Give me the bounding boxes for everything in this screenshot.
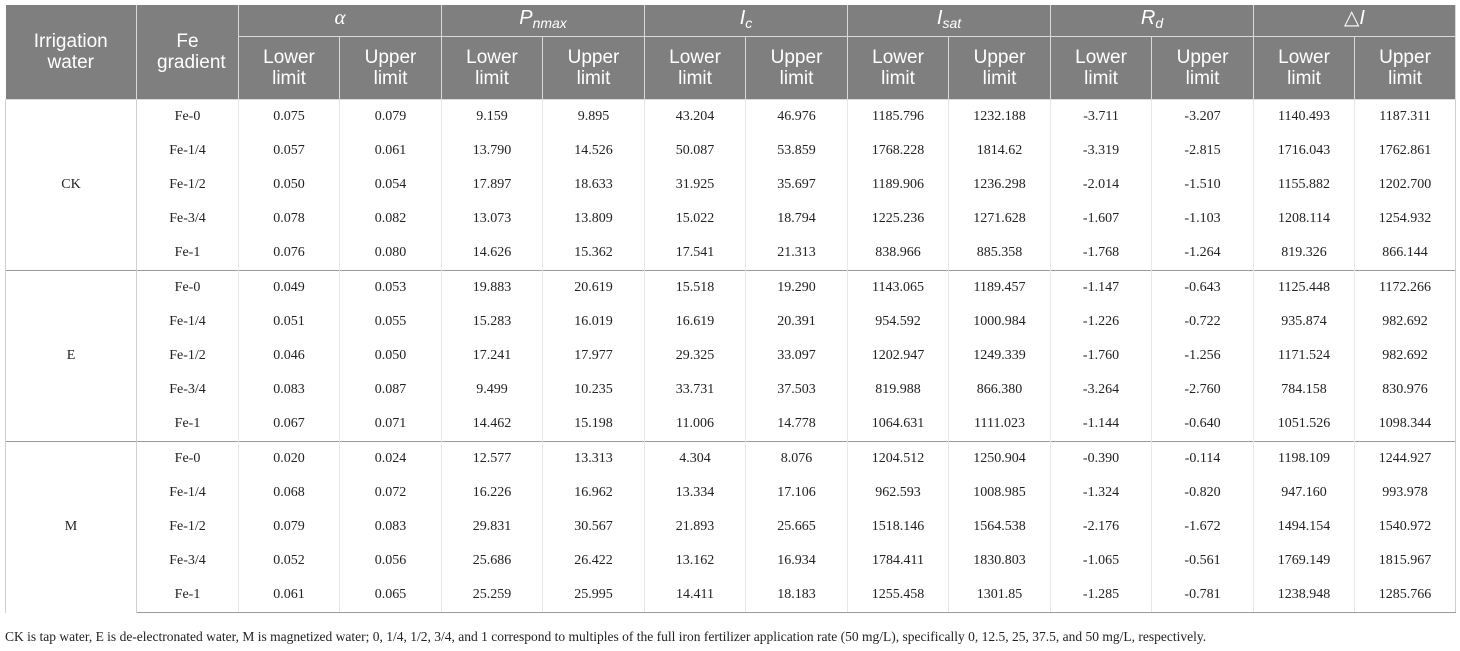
- value-cell: 12.577: [442, 442, 543, 477]
- value-cell: 819.326: [1254, 236, 1355, 271]
- value-cell: 1494.154: [1254, 510, 1355, 544]
- value-cell: 1249.339: [949, 339, 1051, 373]
- value-cell: 17.541: [645, 236, 746, 271]
- value-cell: 0.020: [239, 442, 340, 477]
- value-cell: 25.995: [543, 578, 645, 613]
- value-cell: 14.626: [442, 236, 543, 271]
- value-cell: 0.054: [340, 168, 442, 202]
- header-irrigation-water: Irrigation water: [6, 5, 137, 100]
- value-cell: 0.061: [340, 134, 442, 168]
- value-cell: 15.518: [645, 271, 746, 306]
- value-cell: 0.068: [239, 476, 340, 510]
- value-cell: 1830.803: [949, 544, 1051, 578]
- value-cell: 1140.493: [1254, 100, 1355, 135]
- fe-gradient-cell: Fe-1: [137, 236, 239, 271]
- value-cell: -2.176: [1051, 510, 1152, 544]
- header-group-rd: $R_d$: [1051, 5, 1254, 37]
- value-cell: 13.313: [543, 442, 645, 477]
- irrigation-water-cell: E: [6, 271, 137, 442]
- value-cell: 982.692: [1355, 339, 1456, 373]
- value-cell: 53.859: [746, 134, 848, 168]
- fe-gradient-cell: Fe-0: [137, 442, 239, 477]
- value-cell: 25.665: [746, 510, 848, 544]
- value-cell: -1.065: [1051, 544, 1152, 578]
- header-upper-limit: Upper limit: [746, 37, 848, 100]
- value-cell: -1.768: [1051, 236, 1152, 271]
- table-row: [6, 236, 1456, 271]
- value-cell: 0.071: [340, 407, 442, 442]
- value-cell: 1784.411: [848, 544, 949, 578]
- value-cell: 17.106: [746, 476, 848, 510]
- value-cell: 25.259: [442, 578, 543, 613]
- value-cell: 30.567: [543, 510, 645, 544]
- value-cell: -1.285: [1051, 578, 1152, 613]
- value-cell: 954.592: [848, 305, 949, 339]
- value-cell: -1.147: [1051, 271, 1152, 306]
- fe-gradient-cell: Fe-1/4: [137, 476, 239, 510]
- value-cell: 0.049: [239, 271, 340, 306]
- table-row: [6, 168, 1456, 202]
- header-lower-limit: Lower limit: [442, 37, 543, 100]
- value-cell: 1250.904: [949, 442, 1051, 477]
- value-cell: -1.264: [1152, 236, 1254, 271]
- value-cell: 19.883: [442, 271, 543, 306]
- value-cell: 16.226: [442, 476, 543, 510]
- value-cell: 20.619: [543, 271, 645, 306]
- value-cell: -2.014: [1051, 168, 1152, 202]
- value-cell: 1172.266: [1355, 271, 1456, 306]
- value-cell: -1.103: [1152, 202, 1254, 236]
- value-cell: 1564.538: [949, 510, 1051, 544]
- value-cell: -3.711: [1051, 100, 1152, 135]
- value-cell: 0.046: [239, 339, 340, 373]
- value-cell: 866.144: [1355, 236, 1456, 271]
- value-cell: 26.422: [543, 544, 645, 578]
- value-cell: 1143.065: [848, 271, 949, 306]
- value-cell: 1301.85: [949, 578, 1051, 613]
- data-table: [5, 5, 1456, 613]
- value-cell: -3.207: [1152, 100, 1254, 135]
- value-cell: 1768.228: [848, 134, 949, 168]
- value-cell: 15.022: [645, 202, 746, 236]
- value-cell: 18.794: [746, 202, 848, 236]
- value-cell: 0.075: [239, 100, 340, 135]
- value-cell: 1254.932: [1355, 202, 1456, 236]
- value-cell: 1189.457: [949, 271, 1051, 306]
- value-cell: 1051.526: [1254, 407, 1355, 442]
- table-body: [6, 100, 1456, 613]
- value-cell: 1008.985: [949, 476, 1051, 510]
- value-cell: -3.319: [1051, 134, 1152, 168]
- value-cell: 1187.311: [1355, 100, 1456, 135]
- header-lower-limit: Lower limit: [848, 37, 949, 100]
- table-row: [6, 373, 1456, 407]
- value-cell: -1.607: [1051, 202, 1152, 236]
- fe-gradient-cell: Fe-3/4: [137, 373, 239, 407]
- fe-gradient-cell: Fe-1/2: [137, 510, 239, 544]
- value-cell: 17.897: [442, 168, 543, 202]
- value-cell: 18.183: [746, 578, 848, 613]
- value-cell: -2.760: [1152, 373, 1254, 407]
- value-cell: 21.313: [746, 236, 848, 271]
- value-cell: 0.087: [340, 373, 442, 407]
- value-cell: 784.158: [1254, 373, 1355, 407]
- header-lower-limit: Lower limit: [239, 37, 340, 100]
- value-cell: 1098.344: [1355, 407, 1456, 442]
- value-cell: 9.499: [442, 373, 543, 407]
- table-row: [6, 305, 1456, 339]
- value-cell: 46.976: [746, 100, 848, 135]
- fe-gradient-cell: Fe-1/2: [137, 339, 239, 373]
- value-cell: 13.809: [543, 202, 645, 236]
- header-lower-limit: Lower limit: [645, 37, 746, 100]
- value-cell: 1238.948: [1254, 578, 1355, 613]
- value-cell: -0.722: [1152, 305, 1254, 339]
- table-row: [6, 100, 1456, 135]
- value-cell: 13.073: [442, 202, 543, 236]
- value-cell: 13.334: [645, 476, 746, 510]
- value-cell: 16.019: [543, 305, 645, 339]
- value-cell: 13.790: [442, 134, 543, 168]
- value-cell: 830.976: [1355, 373, 1456, 407]
- value-cell: 1000.984: [949, 305, 1051, 339]
- value-cell: 33.731: [645, 373, 746, 407]
- header-upper-limit: Upper limit: [543, 37, 645, 100]
- value-cell: 15.362: [543, 236, 645, 271]
- value-cell: 9.159: [442, 100, 543, 135]
- table-row: [6, 202, 1456, 236]
- value-cell: 0.083: [239, 373, 340, 407]
- table-row: [6, 407, 1456, 442]
- value-cell: -0.640: [1152, 407, 1254, 442]
- value-cell: 838.966: [848, 236, 949, 271]
- header-group-isat: $I_{sat}$: [848, 5, 1051, 37]
- value-cell: 1271.628: [949, 202, 1051, 236]
- value-cell: -2.815: [1152, 134, 1254, 168]
- data-table-container: [5, 5, 1455, 613]
- value-cell: 1232.188: [949, 100, 1051, 135]
- value-cell: 962.593: [848, 476, 949, 510]
- value-cell: 33.097: [746, 339, 848, 373]
- value-cell: 8.076: [746, 442, 848, 477]
- value-cell: 1815.967: [1355, 544, 1456, 578]
- value-cell: 0.083: [340, 510, 442, 544]
- value-cell: 1255.458: [848, 578, 949, 613]
- value-cell: -1.672: [1152, 510, 1254, 544]
- value-cell: 20.391: [746, 305, 848, 339]
- value-cell: 1762.861: [1355, 134, 1456, 168]
- fe-gradient-cell: Fe-1: [137, 578, 239, 613]
- table-row: [6, 510, 1456, 544]
- fe-gradient-cell: Fe-1/4: [137, 134, 239, 168]
- header-upper-limit: Upper limit: [1355, 37, 1456, 100]
- value-cell: 17.241: [442, 339, 543, 373]
- value-cell: -1.324: [1051, 476, 1152, 510]
- value-cell: 14.778: [746, 407, 848, 442]
- value-cell: 1202.947: [848, 339, 949, 373]
- value-cell: 1185.796: [848, 100, 949, 135]
- value-cell: 0.076: [239, 236, 340, 271]
- value-cell: 0.024: [340, 442, 442, 477]
- value-cell: -0.114: [1152, 442, 1254, 477]
- value-cell: 17.977: [543, 339, 645, 373]
- value-cell: 1204.512: [848, 442, 949, 477]
- value-cell: 1225.236: [848, 202, 949, 236]
- fe-gradient-cell: Fe-1: [137, 407, 239, 442]
- value-cell: 0.078: [239, 202, 340, 236]
- fe-gradient-cell: Fe-1/4: [137, 305, 239, 339]
- value-cell: 14.526: [543, 134, 645, 168]
- fe-gradient-cell: Fe-0: [137, 100, 239, 135]
- table-row: [6, 134, 1456, 168]
- value-cell: 819.988: [848, 373, 949, 407]
- header-lower-limit: Lower limit: [1254, 37, 1355, 100]
- value-cell: 1285.766: [1355, 578, 1456, 613]
- table-row: [6, 544, 1456, 578]
- value-cell: 31.925: [645, 168, 746, 202]
- value-cell: 1769.149: [1254, 544, 1355, 578]
- value-cell: 11.006: [645, 407, 746, 442]
- value-cell: 1814.62: [949, 134, 1051, 168]
- value-cell: 1208.114: [1254, 202, 1355, 236]
- value-cell: 0.055: [340, 305, 442, 339]
- value-cell: 1202.700: [1355, 168, 1456, 202]
- irrigation-water-cell: M: [6, 442, 137, 613]
- value-cell: 29.831: [442, 510, 543, 544]
- value-cell: 21.893: [645, 510, 746, 544]
- table-row: [6, 476, 1456, 510]
- header-fe-gradient: Fe gradient: [137, 5, 239, 100]
- value-cell: 4.304: [645, 442, 746, 477]
- value-cell: -1.226: [1051, 305, 1152, 339]
- value-cell: 1540.972: [1355, 510, 1456, 544]
- value-cell: 0.080: [340, 236, 442, 271]
- value-cell: 0.082: [340, 202, 442, 236]
- value-cell: 947.160: [1254, 476, 1355, 510]
- value-cell: 0.067: [239, 407, 340, 442]
- value-cell: 15.198: [543, 407, 645, 442]
- table-row: [6, 578, 1456, 613]
- value-cell: 13.162: [645, 544, 746, 578]
- header-group-alpha: α: [239, 5, 442, 37]
- value-cell: 1155.882: [1254, 168, 1355, 202]
- value-cell: 18.633: [543, 168, 645, 202]
- fe-gradient-cell: Fe-3/4: [137, 544, 239, 578]
- value-cell: 25.686: [442, 544, 543, 578]
- irrigation-water-cell: CK: [6, 100, 137, 271]
- value-cell: 935.874: [1254, 305, 1355, 339]
- value-cell: 993.978: [1355, 476, 1456, 510]
- value-cell: 982.692: [1355, 305, 1456, 339]
- value-cell: -0.643: [1152, 271, 1254, 306]
- value-cell: 1111.023: [949, 407, 1051, 442]
- value-cell: -0.390: [1051, 442, 1152, 477]
- header-group-ic: $I_c$: [645, 5, 848, 37]
- value-cell: 0.065: [340, 578, 442, 613]
- value-cell: 1244.927: [1355, 442, 1456, 477]
- value-cell: 9.895: [543, 100, 645, 135]
- value-cell: 35.697: [746, 168, 848, 202]
- value-cell: 1125.448: [1254, 271, 1355, 306]
- value-cell: -0.561: [1152, 544, 1254, 578]
- value-cell: 0.051: [239, 305, 340, 339]
- header-upper-limit: Upper limit: [949, 37, 1051, 100]
- table-row: [6, 271, 1456, 306]
- value-cell: -1.144: [1051, 407, 1152, 442]
- header-upper-limit: Upper limit: [340, 37, 442, 100]
- table-footnote: CK is tap water, E is de-electronated water, M is magnetized water; 0, 1/4, 1/2, 3/4, and 1 correspond to multiples of the full iron fertilizer application rate (50 mg/L), specifically 0, 12.5, 25, 37.5, and 50 mg/L, respectively.: [5, 629, 1207, 644]
- value-cell: 29.325: [645, 339, 746, 373]
- fe-gradient-cell: Fe-3/4: [137, 202, 239, 236]
- value-cell: 0.072: [340, 476, 442, 510]
- value-cell: -0.820: [1152, 476, 1254, 510]
- value-cell: 1236.298: [949, 168, 1051, 202]
- value-cell: -1.760: [1051, 339, 1152, 373]
- value-cell: 1189.906: [848, 168, 949, 202]
- value-cell: 50.087: [645, 134, 746, 168]
- value-cell: -1.510: [1152, 168, 1254, 202]
- value-cell: 16.962: [543, 476, 645, 510]
- header-lower-limit: Lower limit: [1051, 37, 1152, 100]
- value-cell: 1716.043: [1254, 134, 1355, 168]
- value-cell: 37.503: [746, 373, 848, 407]
- value-cell: 0.056: [340, 544, 442, 578]
- table-row: [6, 442, 1456, 477]
- value-cell: 43.204: [645, 100, 746, 135]
- value-cell: 16.934: [746, 544, 848, 578]
- value-cell: 0.057: [239, 134, 340, 168]
- value-cell: 1064.631: [848, 407, 949, 442]
- value-cell: 1198.109: [1254, 442, 1355, 477]
- value-cell: 15.283: [442, 305, 543, 339]
- value-cell: 10.235: [543, 373, 645, 407]
- value-cell: 0.079: [239, 510, 340, 544]
- value-cell: 19.290: [746, 271, 848, 306]
- value-cell: 0.061: [239, 578, 340, 613]
- fe-gradient-cell: Fe-1/2: [137, 168, 239, 202]
- value-cell: -1.256: [1152, 339, 1254, 373]
- value-cell: 0.052: [239, 544, 340, 578]
- value-cell: 14.411: [645, 578, 746, 613]
- value-cell: 0.079: [340, 100, 442, 135]
- table-row: [6, 339, 1456, 373]
- value-cell: 1171.524: [1254, 339, 1355, 373]
- value-cell: 0.050: [340, 339, 442, 373]
- value-cell: 16.619: [645, 305, 746, 339]
- value-cell: 14.462: [442, 407, 543, 442]
- value-cell: -3.264: [1051, 373, 1152, 407]
- value-cell: -0.781: [1152, 578, 1254, 613]
- value-cell: 0.053: [340, 271, 442, 306]
- header-group-pnmax: $P_{nmax}$: [442, 5, 645, 37]
- header-upper-limit: Upper limit: [1152, 37, 1254, 100]
- value-cell: 885.358: [949, 236, 1051, 271]
- value-cell: 866.380: [949, 373, 1051, 407]
- value-cell: 0.050: [239, 168, 340, 202]
- header-group-delta-i: △I: [1254, 5, 1456, 37]
- fe-gradient-cell: Fe-0: [137, 271, 239, 306]
- value-cell: 1518.146: [848, 510, 949, 544]
